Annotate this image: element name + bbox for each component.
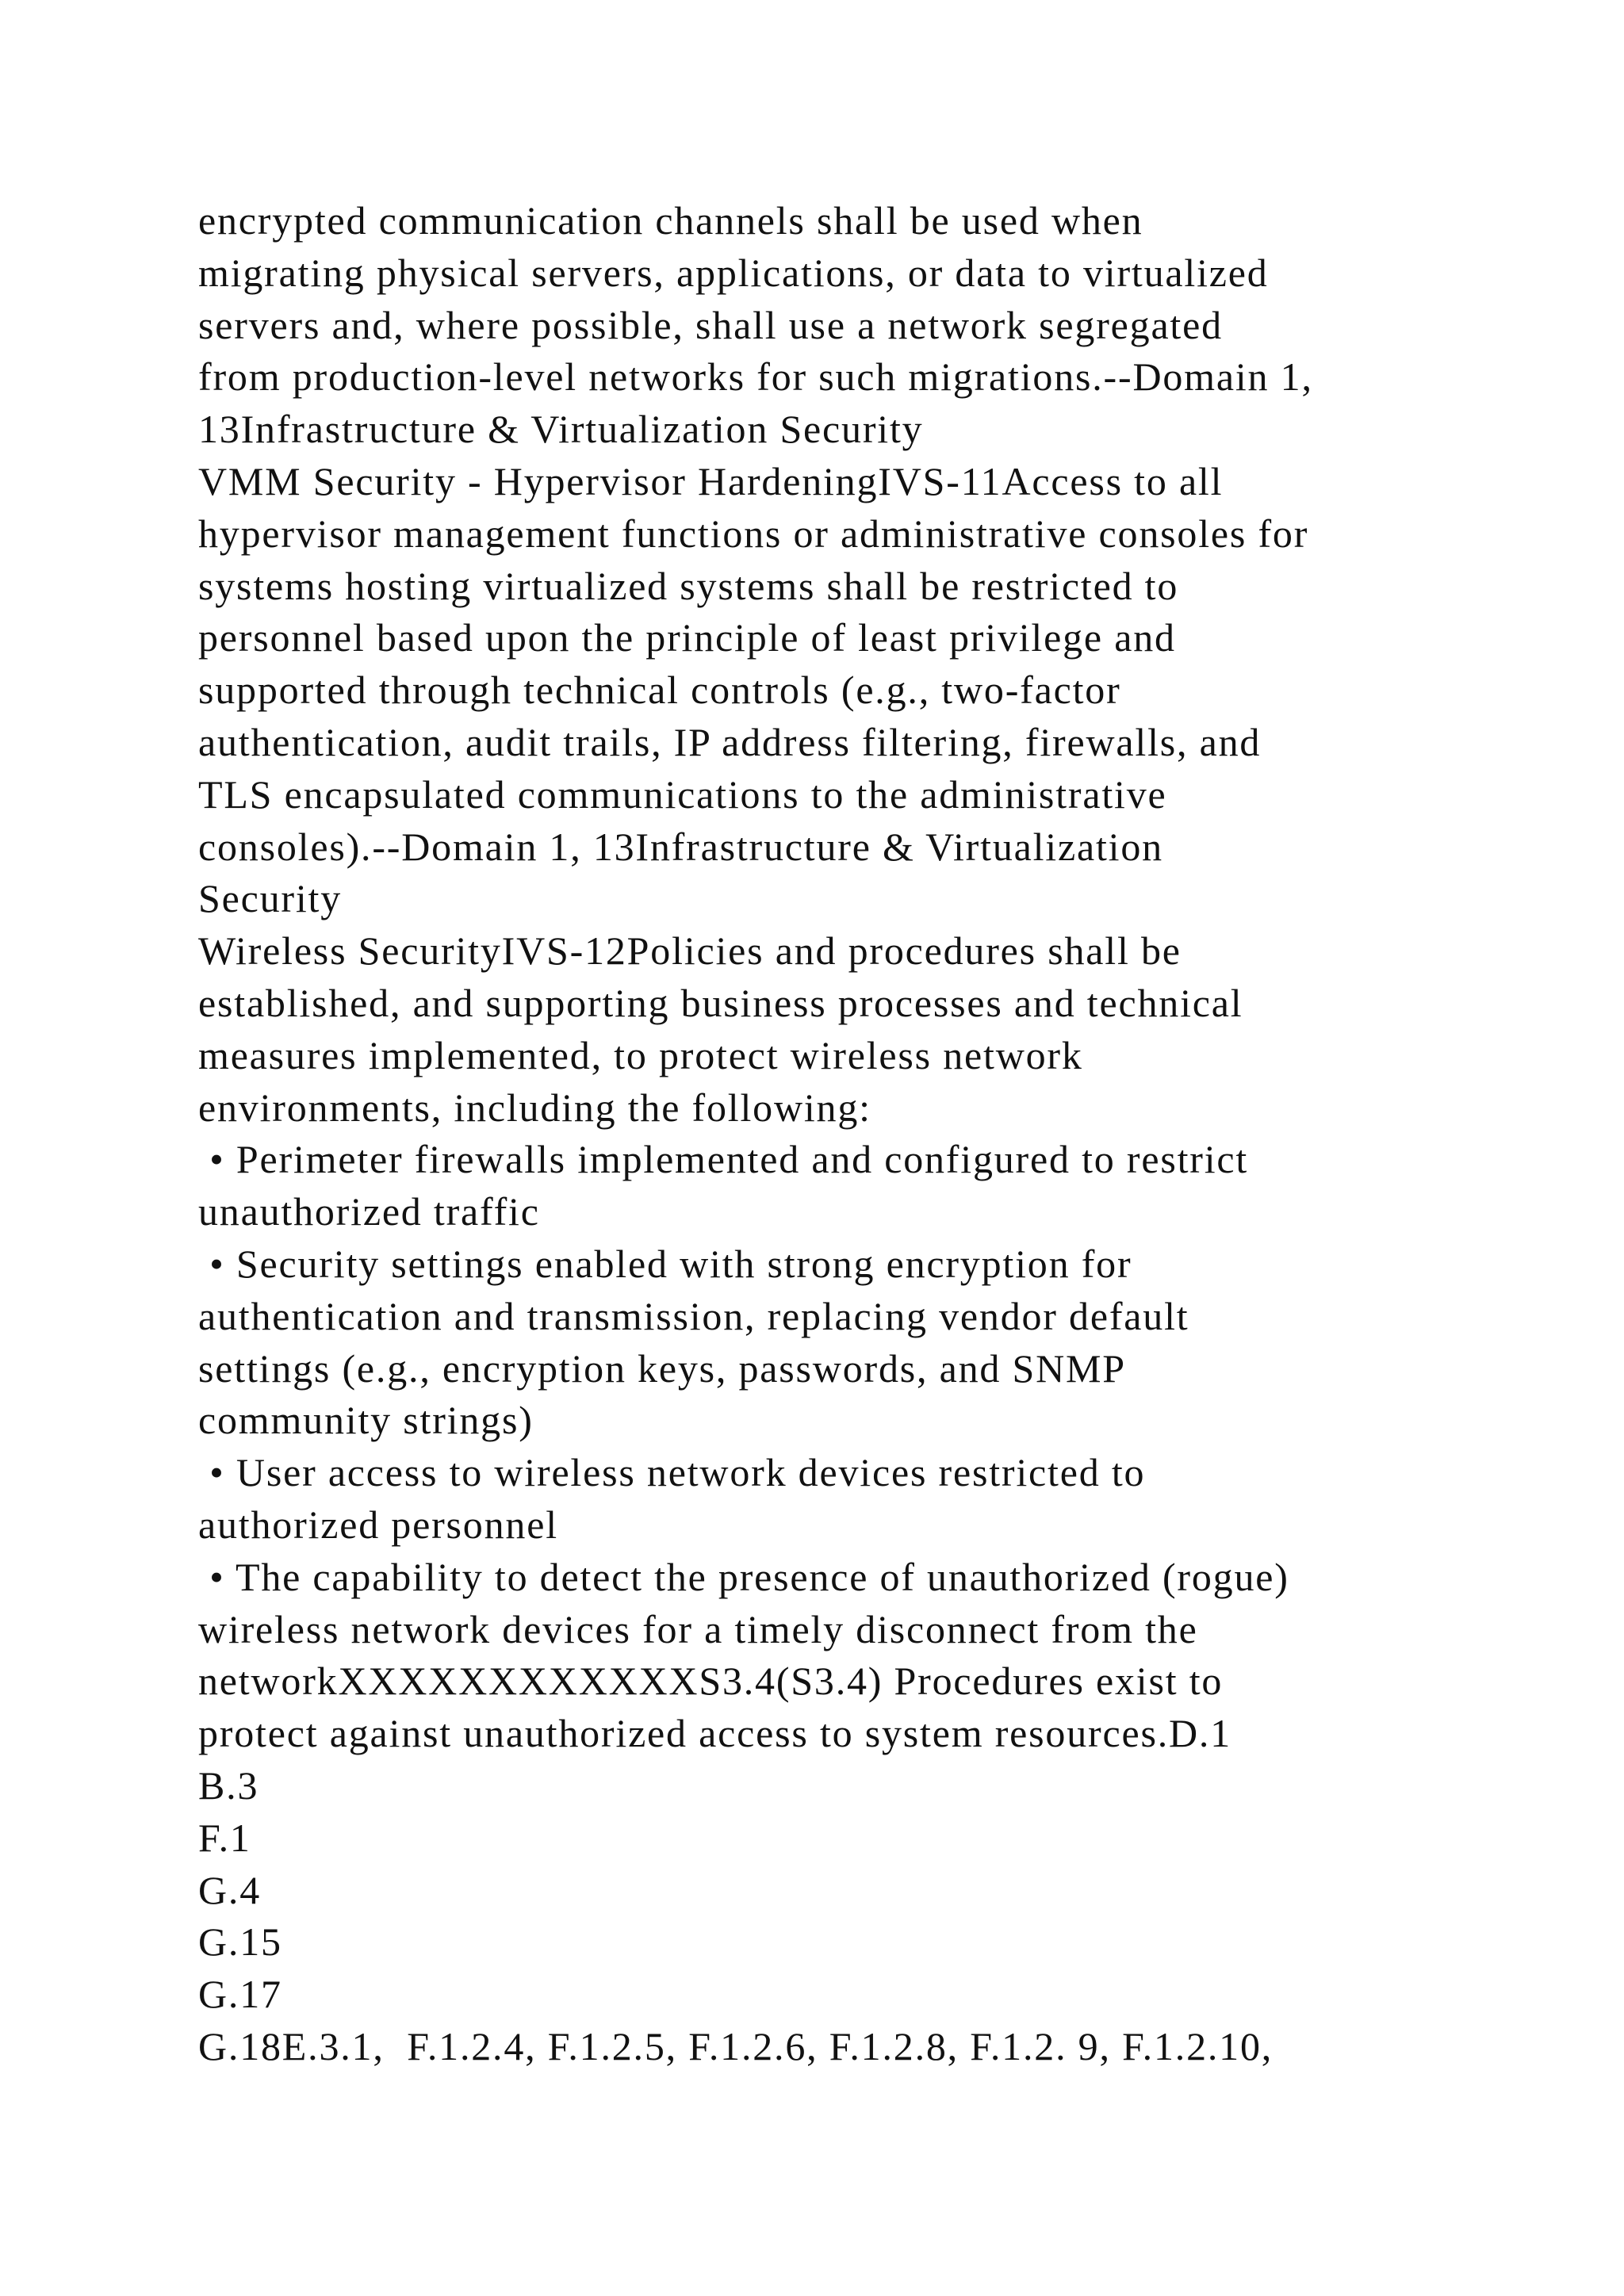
text-line: authorized personnel — [198, 1502, 558, 1547]
text-line: established, and supporting business processes and technical — [198, 980, 1243, 1025]
text-line: consoles).--Domain 1, 13Infrastructure & Virtualization — [198, 824, 1163, 869]
text-line: from production-level networks for such migrations.--Domain 1, — [198, 354, 1313, 400]
text-line: settings (e.g., encryption keys, passwords, and SNMP — [198, 1345, 1126, 1391]
text-line: migrating physical servers, applications, or data to virtualized — [198, 250, 1269, 295]
bullet-line: • Security settings enabled with strong encryption for — [198, 1241, 1132, 1286]
text-line: environments, including the following: — [198, 1085, 871, 1130]
text-line: VMM Security - Hypervisor HardeningIVS-11Access to all — [198, 458, 1224, 503]
reference-line: G.18E.3.1, F.1.2.4, F.1.2.5, F.1.2.6, F.1.2.8, F.1.2. 9, F.1.2.10, — [198, 2023, 1274, 2068]
document-body — [198, 195, 1435, 2073]
text-line: authentication and transmission, replacing vendor default — [198, 1293, 1189, 1338]
text-line: 13Infrastructure & Virtualization Security — [198, 407, 924, 452]
text-line: encrypted communication channels shall be used when — [198, 198, 1143, 243]
text-line: Security — [198, 876, 343, 921]
text-line: systems hosting virtualized systems shall be restricted to — [198, 563, 1179, 608]
reference-line: B.3 — [198, 1762, 259, 1808]
text-line: wireless network devices for a timely disconnect from the — [198, 1606, 1198, 1651]
reference-line: G.15 — [198, 1919, 282, 1965]
text-line: TLS encapsulated communications to the administrative — [198, 771, 1167, 817]
text-line: supported through technical controls (e.g., two-factor — [198, 668, 1121, 713]
text-line: community strings) — [198, 1398, 534, 1443]
reference-line: G.17 — [198, 1972, 282, 2017]
text-line: hypervisor management functions or administrative consoles for — [198, 511, 1309, 556]
bullet-line: • User access to wireless network devices restricted to — [198, 1450, 1146, 1495]
bullet-line: • Perimeter firewalls implemented and configured to restrict — [198, 1137, 1249, 1182]
reference-line: F.1 — [198, 1815, 251, 1860]
text-line: protect against unauthorized access to system resources.D.1 — [198, 1711, 1232, 1756]
text-line: measures implemented, to protect wireless network — [198, 1032, 1083, 1077]
text-line: authentication, audit trails, IP address filtering, firewalls, and — [198, 719, 1262, 764]
text-line: unauthorized traffic — [198, 1189, 540, 1234]
text-line: servers and, where possible, shall use a network segregated — [198, 302, 1223, 347]
reference-line: G.4 — [198, 1867, 262, 1912]
bullet-line: • The capability to detect the presence of unauthorized (rogue) — [198, 1554, 1289, 1599]
text-line: personnel based upon the principle of least privilege and — [198, 615, 1176, 660]
text-line: Wireless SecurityIVS-12Policies and procedures shall be — [198, 928, 1182, 974]
text-line: networkXXXXXXXXXXXXS3.4(S3.4) Procedures exist to — [198, 1659, 1224, 1704]
